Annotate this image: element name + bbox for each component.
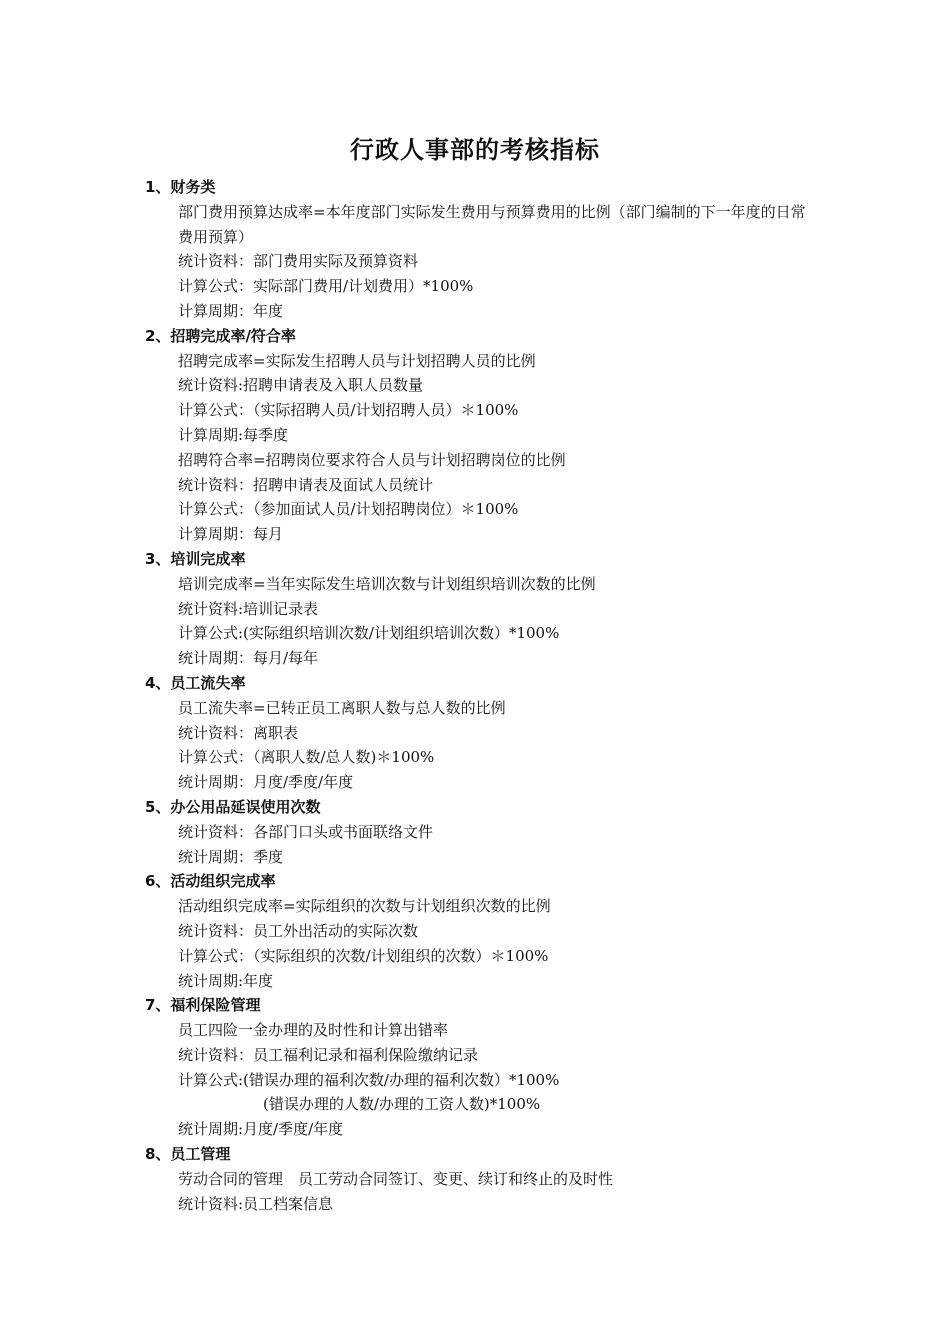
section-line: 统计资料:培训记录表 xyxy=(178,599,319,618)
section-line: 统计资料：各部门口头或书面联络文件 xyxy=(178,822,434,841)
section-line: 部门费用预算达成率=本年度部门实际发生费用与预算费用的比例（部门编制的下一年度的日常费用预算） xyxy=(178,202,806,246)
section-heading-employee-management: 8、员工管理 xyxy=(145,1145,231,1164)
section-line: 统计资料：部门费用实际及预算资料 xyxy=(178,252,419,271)
section-line: 统计周期：每月/每年 xyxy=(178,649,319,668)
section-line: 统计周期:年度 xyxy=(178,971,274,990)
section-heading-benefits: 7、福利保险管理 xyxy=(145,996,261,1015)
page-title: 行政人事部的考核指标 xyxy=(350,136,600,164)
section-heading-office-supplies: 5、办公用品延误使用次数 xyxy=(145,797,321,816)
section-line: 统计周期:月度/季度/年度 xyxy=(178,1120,344,1139)
section-line: 员工流失率=已转正员工离职人数与总人数的比例 xyxy=(178,698,506,717)
section-line: 计算周期：年度 xyxy=(178,301,284,320)
section-line: 计算公式：实际部门费用/计划费用）*100% xyxy=(178,277,474,296)
section-line: (错误办理的人数/办理的工资人数)*100% xyxy=(263,1095,541,1114)
section-line: 培训完成率=当年实际发生培训次数与计划组织培训次数的比例 xyxy=(178,574,596,593)
section-line: 统计资料：离职表 xyxy=(178,723,299,742)
section-line: 计算公式：（实际招聘人员/计划招聘人员）＊100% xyxy=(178,401,519,420)
section-line: 统计周期：季度 xyxy=(178,847,284,866)
section-heading-finance: 1、财务类 xyxy=(145,178,216,196)
section-line: 统计资料：员工福利记录和福利保险缴纳记录 xyxy=(178,1045,479,1064)
section-line: 招聘完成率=实际发生招聘人员与计划招聘人员的比例 xyxy=(178,351,536,370)
section-line: 活动组织完成率=实际组织的次数与计划组织次数的比例 xyxy=(178,897,551,916)
section-line: 统计资料:员工档案信息 xyxy=(178,1194,334,1213)
section-line: 计算公式：（参加面试人员/计划招聘岗位）＊100% xyxy=(178,500,519,519)
section-line: 统计资料：招聘申请表及面试人员统计 xyxy=(178,475,434,494)
section-line: 统计周期：月度/季度/年度 xyxy=(178,773,354,792)
section-line: 计算公式:(错误办理的福利次数/办理的福利次数）*100% xyxy=(178,1070,560,1089)
section-line: 计算公式：（离职人数/总人数)＊100% xyxy=(178,748,435,767)
section-heading-activities: 6、活动组织完成率 xyxy=(145,872,276,891)
section-line: 统计资料:招聘申请表及入职人员数量 xyxy=(178,376,424,395)
section-line: 计算公式:(实际组织培训次数/计划组织培训次数）*100% xyxy=(178,624,560,643)
document-body xyxy=(145,175,825,1216)
section-line: 计算公式：（实际组织的次数/计划组织的次数）＊100% xyxy=(178,946,549,965)
section-line: 劳动合同的管理 员工劳动合同签订、变更、续订和终止的及时性 xyxy=(178,1169,614,1188)
section-line: 招聘符合率=招聘岗位要求符合人员与计划招聘岗位的比例 xyxy=(178,450,566,469)
section-line: 统计资料：员工外出活动的实际次数 xyxy=(178,921,419,940)
section-heading-training: 3、培训完成率 xyxy=(145,549,246,568)
section-line: 员工四险一金办理的及时性和计算出错率 xyxy=(178,1021,449,1040)
section-heading-turnover: 4、员工流失率 xyxy=(145,673,246,692)
section-line: 计算周期：每月 xyxy=(178,525,284,544)
section-line: 计算周期:每季度 xyxy=(178,425,289,444)
section-heading-recruitment: 2、招聘完成率/符合率 xyxy=(145,326,296,345)
